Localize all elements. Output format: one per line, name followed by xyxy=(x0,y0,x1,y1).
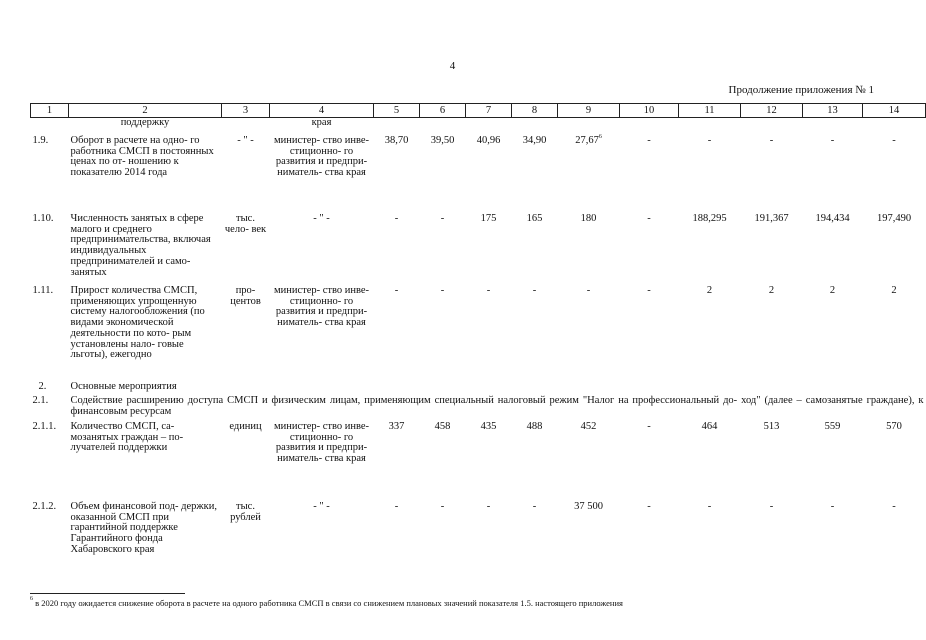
cell-id: 2.1.2. xyxy=(32,501,57,512)
cell-value: - xyxy=(486,501,491,512)
cell-source: министер- ство инве- стиционно- го развития и предпри- ниматель- ства края xyxy=(273,135,370,179)
cell-value: - xyxy=(440,501,445,512)
cell-value: 197,490 xyxy=(876,213,912,224)
cell-unit: тыс. чело- век xyxy=(224,213,267,235)
section-id: 2. xyxy=(38,381,47,392)
cell-value: - xyxy=(394,285,399,296)
footnote xyxy=(30,598,623,608)
header-cell: 13 xyxy=(803,104,863,118)
table-row xyxy=(31,118,926,137)
cell-value xyxy=(558,136,620,214)
cell-value: - xyxy=(769,135,774,146)
cell-name: Численность занятых в сфере малого и среднего предпринимательства, включая индивидуальных предпринимателей и само- занятых xyxy=(70,213,211,278)
header-cell: 2 xyxy=(69,104,222,118)
cell-value: 194,434 xyxy=(815,213,850,224)
cell-value: - xyxy=(394,213,399,224)
header-cell: 3 xyxy=(222,104,270,118)
cell-value: 458 xyxy=(434,421,451,432)
cell-value: - xyxy=(647,135,651,146)
page-number: 4 xyxy=(449,60,456,72)
cell-value: - xyxy=(440,213,445,224)
continuation-note: Продолжение приложения № 1 xyxy=(728,84,874,96)
cell-value: 2 xyxy=(706,285,713,296)
cell-value: - xyxy=(647,285,651,296)
cell-value: - xyxy=(769,501,774,512)
cell-value: 191,367 xyxy=(754,213,789,224)
cell-value: - xyxy=(830,501,835,512)
cell-id: 2.1.1. xyxy=(32,421,57,432)
cell-value: - xyxy=(830,135,835,146)
cell-unit: - " - xyxy=(237,135,254,146)
cell-value: - xyxy=(486,285,491,296)
cell-value: 165 xyxy=(526,213,543,224)
section-row xyxy=(31,396,926,422)
cell-value: 2 xyxy=(891,285,897,296)
cell-source: - " - xyxy=(313,501,330,512)
section-row xyxy=(31,382,926,396)
cell-value: 2 xyxy=(829,285,836,296)
section-id: 2.1. xyxy=(32,395,49,406)
cell-value: 488 xyxy=(526,421,543,432)
indicators-table xyxy=(30,103,926,572)
cell-value: 513 xyxy=(763,421,780,432)
cell-name: поддержку xyxy=(120,117,170,128)
cell-id: 1.9. xyxy=(32,135,49,146)
table-row xyxy=(31,136,926,214)
cell-id: 1.10. xyxy=(32,213,54,224)
cell-value: - xyxy=(647,213,651,224)
cell-id: 1.11. xyxy=(32,285,54,296)
header-cell: 8 xyxy=(512,104,558,118)
footnote-ref: 6 xyxy=(598,134,602,140)
cell-value: - xyxy=(394,501,399,512)
header-cell: 4 xyxy=(270,104,374,118)
table-row xyxy=(31,502,926,572)
cell-value: 37 500 xyxy=(574,501,603,512)
cell-name: Объем финансовой под- держки, оказанной СМСП при гарантийной поддержке Гарантийного фонда Хабаровского края xyxy=(70,501,218,555)
cell-value: 39,50 xyxy=(430,135,455,146)
cell-value: 180 xyxy=(580,213,597,224)
cell-name: Количество СМСП, са- мозанятых граждан – по- лучателей поддержки xyxy=(70,421,184,454)
cell-value: 34,90 xyxy=(522,135,547,146)
value-text: 27,67 xyxy=(575,135,599,146)
cell-value: 452 xyxy=(580,421,597,432)
cell-value: - xyxy=(440,285,445,296)
table-header xyxy=(31,104,926,118)
cell-value: - xyxy=(647,501,651,512)
cell-value: 2 xyxy=(768,285,775,296)
cell-value: 38,70 xyxy=(384,135,409,146)
header-cell: 9 xyxy=(558,104,620,118)
header-cell: 1 xyxy=(31,104,69,118)
cell-unit: про- центов xyxy=(230,285,261,307)
footnote-mark: 6 xyxy=(30,596,33,602)
footnote-text: в 2020 году ожидается снижение оборота в расчете на одного работника СМСП в связи со снижением плановых значений показателя 1.5. настоящего приложения xyxy=(33,598,623,608)
cell-unit: единиц xyxy=(229,421,262,432)
cell-value: - xyxy=(707,501,712,512)
cell-value: - xyxy=(647,421,651,432)
header-cell: 10 xyxy=(620,104,679,118)
section-title: Основные мероприятия xyxy=(70,381,177,392)
cell-value: - xyxy=(892,501,896,512)
header-cell: 11 xyxy=(679,104,741,118)
header-cell: 6 xyxy=(420,104,466,118)
header-cell: 5 xyxy=(374,104,420,118)
footnote-divider xyxy=(30,593,185,594)
cell-value: - xyxy=(892,135,896,146)
cell-value: - xyxy=(532,501,537,512)
table-row xyxy=(31,286,926,382)
cell-value: - xyxy=(707,135,712,146)
cell-name: Прирост количества СМСП, применяющих упрощенную систему налогообложения (по видами экономической деятельности по кото- рым установлены нало- говые льготы), ежегодно xyxy=(70,285,205,361)
cell-unit: тыс. рублей xyxy=(230,501,261,523)
cell-source: министер- ство инве- стиционно- го развития и предпри- ниматель- ства края xyxy=(273,285,370,329)
cell-value: 464 xyxy=(701,421,718,432)
cell-value: 175 xyxy=(480,213,497,224)
cell-source: края xyxy=(311,117,332,128)
cell-value: - xyxy=(586,285,591,296)
table-row xyxy=(31,214,926,286)
cell-value: 570 xyxy=(886,421,902,432)
cell-value: 559 xyxy=(824,421,841,432)
table-row xyxy=(31,422,926,502)
cell-value: 188,295 xyxy=(692,213,727,224)
cell-value: 40,96 xyxy=(476,135,501,146)
header-cell: 7 xyxy=(466,104,512,118)
cell-source: министер- ство инве- стиционно- го развития и предпри- ниматель- ства края xyxy=(273,421,370,465)
header-cell: 12 xyxy=(741,104,803,118)
cell-value: 337 xyxy=(388,421,405,432)
cell-name: Оборот в расчете на одно- го работника СМСП в постоянных ценах по от- ношению к показателю 2014 года xyxy=(70,135,214,179)
cell-value: 435 xyxy=(480,421,497,432)
section-title: Содействие расширению доступа СМСП и физическим лицам, применяющим специальный налоговый режим "Налог на профессиональный до- ход" (далее – самозанятые граждане), к финансовым ресурсам xyxy=(70,395,924,417)
cell-source: - " - xyxy=(313,213,330,224)
cell-value: - xyxy=(532,285,537,296)
header-cell: 14 xyxy=(863,104,926,118)
